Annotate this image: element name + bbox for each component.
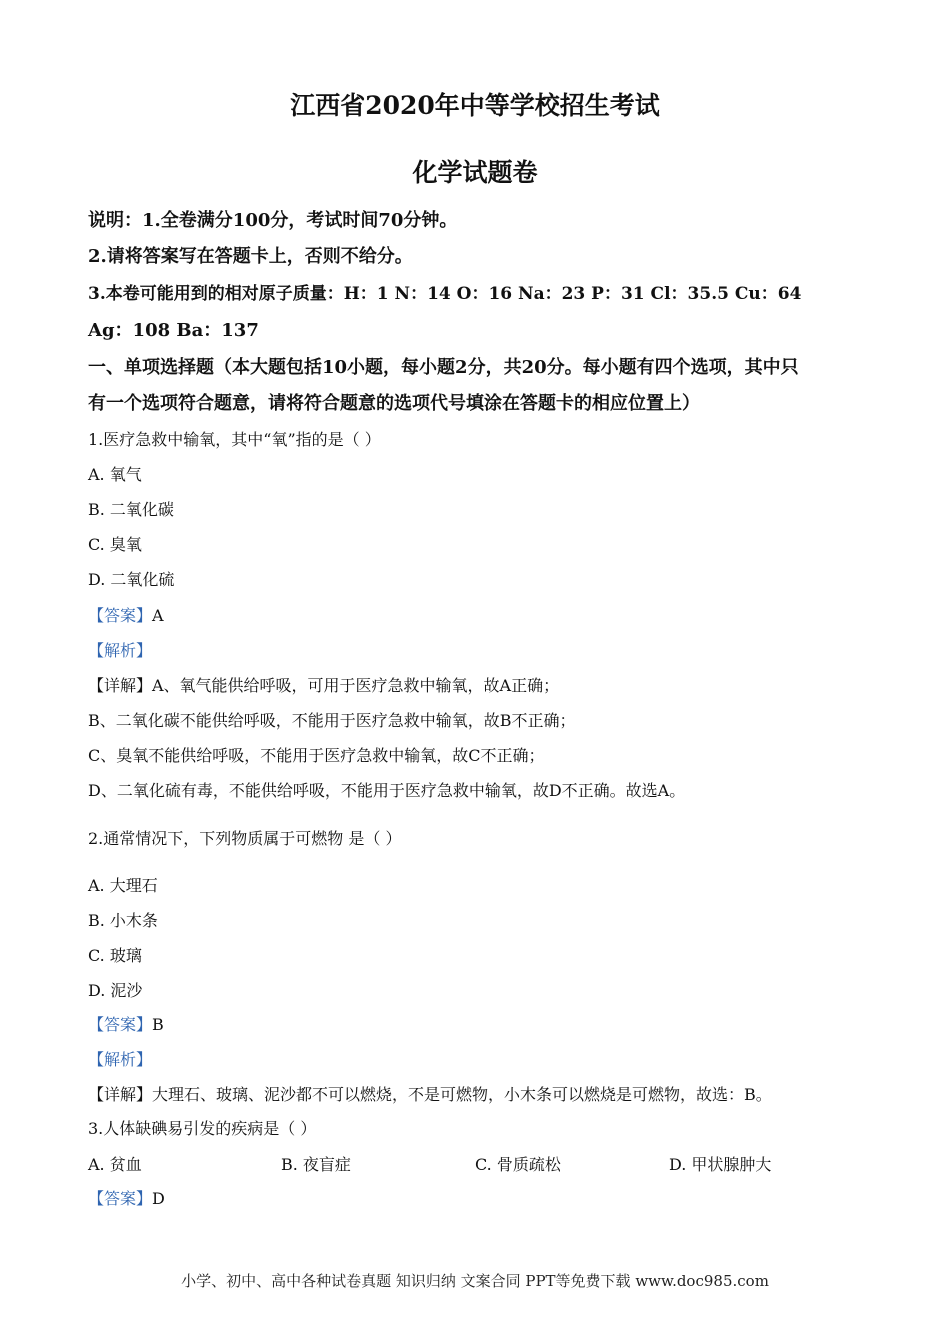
q1-stem: 1.医疗急救中输氧，其中“氧”指的是（ ） — [88, 430, 381, 449]
q3-option-b: B. 夜盲症 — [281, 1155, 351, 1174]
q1-answer — [88, 603, 164, 626]
q2-analysis-label: 【解析】 — [88, 1050, 153, 1069]
q2-answer-value: B — [152, 1015, 164, 1034]
answer-label: 【答案】 — [88, 606, 153, 625]
q2-option-b: B. 小木条 — [88, 911, 158, 930]
q1-option-c: C. 臭氧 — [88, 535, 142, 554]
q1-analysis-label: 【解析】 — [88, 641, 153, 660]
answer-label: 【答案】 — [88, 1015, 153, 1034]
answer-label: 【答案】 — [88, 1189, 153, 1208]
section-heading-line-2: 有一个选项符合题意，请将符合题意的选项代号填涂在答题卡的相应位置上） — [88, 393, 700, 414]
note-1: 说明：1.全卷满分100分，考试时间70分钟。 — [88, 210, 458, 231]
note-2: 2.请将答案写在答题卡上，否则不给分。 — [88, 246, 413, 267]
page-subtitle: 化学试题卷 — [412, 158, 538, 187]
q1-detail-4: D、二氧化硫有毒，不能供给呼吸，不能用于医疗急救中输氧，故D不正确。故选A。 — [88, 781, 686, 800]
q3-stem: 3.人体缺碘易引发的疾病是（ ） — [88, 1119, 317, 1138]
q3-option-d: D. 甲状腺肿大 — [669, 1155, 772, 1174]
q2-option-d: D. 泥沙 — [88, 981, 143, 1000]
q1-detail-1: 【详解】A、氧气能供给呼吸，可用于医疗急救中输氧，故A正确； — [88, 676, 560, 695]
q1-option-d: D. 二氧化硫 — [88, 570, 175, 589]
q2-option-a: A. 大理石 — [88, 876, 158, 895]
q3-option-a: A. 贫血 — [88, 1155, 142, 1174]
q3-option-c: C. 骨质疏松 — [475, 1155, 561, 1174]
q1-answer-value: A — [152, 606, 164, 625]
q2-detail: 【详解】大理石、玻璃、泥沙都不可以燃烧，不是可燃物，小木条可以燃烧是可燃物，故选：B。 — [88, 1085, 772, 1104]
page-title: 江西省2020年中等学校招生考试 — [290, 91, 660, 120]
page-footer: 小学、初中、高中各种试卷真题 知识归纳 文案合同 PPT等免费下载 www.doc985.com — [181, 1272, 769, 1290]
q2-stem: 2.通常情况下，下列物质属于可燃物 是（ ） — [88, 829, 402, 848]
q1-detail-3: C、臭氧不能供给呼吸，不能用于医疗急救中输氧，故C不正确； — [88, 746, 545, 765]
note-4: Ag：108 Ba：137 — [88, 320, 259, 341]
note-3: 3.本卷可能用到的相对原子质量：H：1 N：14 O：16 Na：23 P：31 Cl：35.5 Cu：64 — [88, 284, 802, 304]
q1-detail-2: B、二氧化碳不能供给呼吸，不能用于医疗急救中输氧，故B不正确； — [88, 711, 576, 730]
section-heading-line-1: 一、单项选择题（本大题包括10小题，每小题2分，共20分。每小题有四个选项，其中只 — [88, 357, 799, 378]
q2-option-c: C. 玻璃 — [88, 946, 142, 965]
q2-answer — [88, 1012, 164, 1035]
q3-answer-value: D — [152, 1189, 165, 1208]
q1-option-b: B. 二氧化碳 — [88, 500, 174, 519]
q3-answer — [88, 1186, 165, 1209]
q1-option-a: A. 氧气 — [88, 465, 142, 484]
